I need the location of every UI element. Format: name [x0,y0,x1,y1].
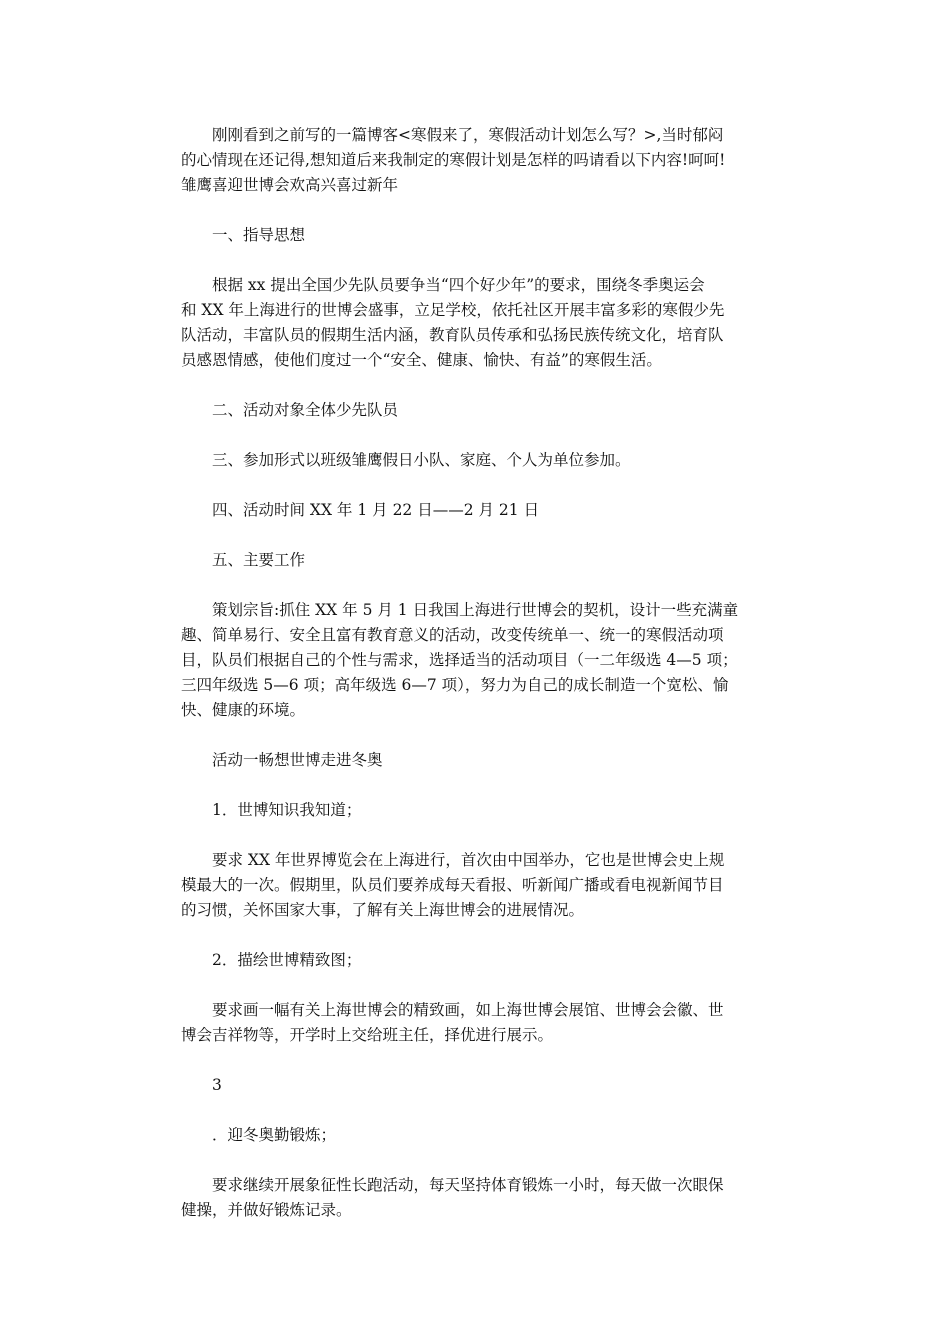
text-line: 快、健康的环境。 [181,701,306,719]
text-line: 3 [212,1076,222,1094]
activity-one-heading [181,748,771,773]
text-line: 三四年级选 5—6 项；高年级选 6—7 项），努力为自己的成长制造一个宽松、愉 [181,676,729,694]
section-heading-main-work [181,548,771,573]
text-line: 趣、简单易行、安全且富有教育意义的活动，改变传统单一、统一的寒假活动项 [181,626,724,644]
text-line: 策划宗旨:抓住 XX 年 5 月 1 日我国上海进行世博会的契机，设计一些充满童 [212,601,739,619]
item-one-heading [181,798,771,823]
text-line: 的心情现在还记得,想知道后来我制定的寒假计划是怎样的吗请看以下内容!呵呵! [181,151,726,169]
text-line: 雏鹰喜迎世博会欢高兴喜过新年 [181,176,399,194]
section-heading-time [181,498,771,523]
text-line: 二、活动对象全体少先队员 [212,401,399,419]
text-line: 博会吉祥物等，开学时上交给班主任，择优进行展示。 [181,1026,554,1044]
item-two-paragraph [181,998,771,1048]
document-page [181,123,771,1248]
text-line: 目，队员们根据自己的个性与需求，选择适当的活动项目（一二年级选 4—5 项； [181,651,738,669]
item-three-number [181,1073,771,1098]
item-three-paragraph [181,1173,771,1223]
item-three-heading [181,1123,771,1148]
text-line: 的习惯，关怀国家大事，了解有关上海世博会的进展情况。 [181,901,585,919]
text-line: 活动一畅想世博走进冬奥 [212,751,383,769]
section-heading-format [181,448,771,473]
item-two-heading [181,948,771,973]
text-line: 模最大的一次。假期里，队员们要养成每天看报、听新闻广播或看电视新闻节目 [181,876,724,894]
text-line: ．迎冬奥勤锻炼； [212,1126,337,1144]
text-line: 根据 xx 提出全国少先队员要争当“四个好少年”的要求，围绕冬季奥运会 [212,276,705,294]
text-line: 1．世博知识我知道； [212,801,362,819]
text-line: 和 XX 年上海进行的世博会盛事，立足学校，依托社区开展丰富多彩的寒假少先 [181,301,725,319]
text-line: 健操，并做好锻炼记录。 [181,1201,352,1219]
text-line: 队活动，丰富队员的假期生活内涵，教育队员传承和弘扬民族传统文化，培育队 [181,326,724,344]
planning-purpose-paragraph [181,598,771,723]
text-line: 要求继续开展象征性长跑活动，每天坚持体育锻炼一小时，每天做一次眼保 [212,1176,724,1194]
text-line: 五、主要工作 [212,551,306,569]
text-line: 2．描绘世博精致图； [212,951,362,969]
text-line: 要求画一幅有关上海世博会的精致画，如上海世博会展馆、世博会会徽、世 [212,1001,724,1019]
guiding-thought-paragraph [181,273,771,373]
item-one-paragraph [181,848,771,923]
section-heading-participants [181,398,771,423]
text-line: 刚刚看到之前写的一篇博客<寒假来了，寒假活动计划怎么写？>,当时郁闷 [212,126,724,144]
text-line: 要求 XX 年世界博览会在上海进行，首次由中国举办，它也是世博会史上规 [212,851,725,869]
text-line: 员感恩情感，使他们度过一个“安全、健康、愉快、有益”的寒假生活。 [181,351,662,369]
intro-paragraph [181,123,771,198]
section-heading-guiding-thought [181,223,771,248]
text-line: 四、活动时间 XX 年 1 月 22 日——2 月 21 日 [212,501,540,519]
text-line: 一、指导思想 [212,226,306,244]
text-line: 三、参加形式以班级雏鹰假日小队、家庭、个人为单位参加。 [212,451,631,469]
